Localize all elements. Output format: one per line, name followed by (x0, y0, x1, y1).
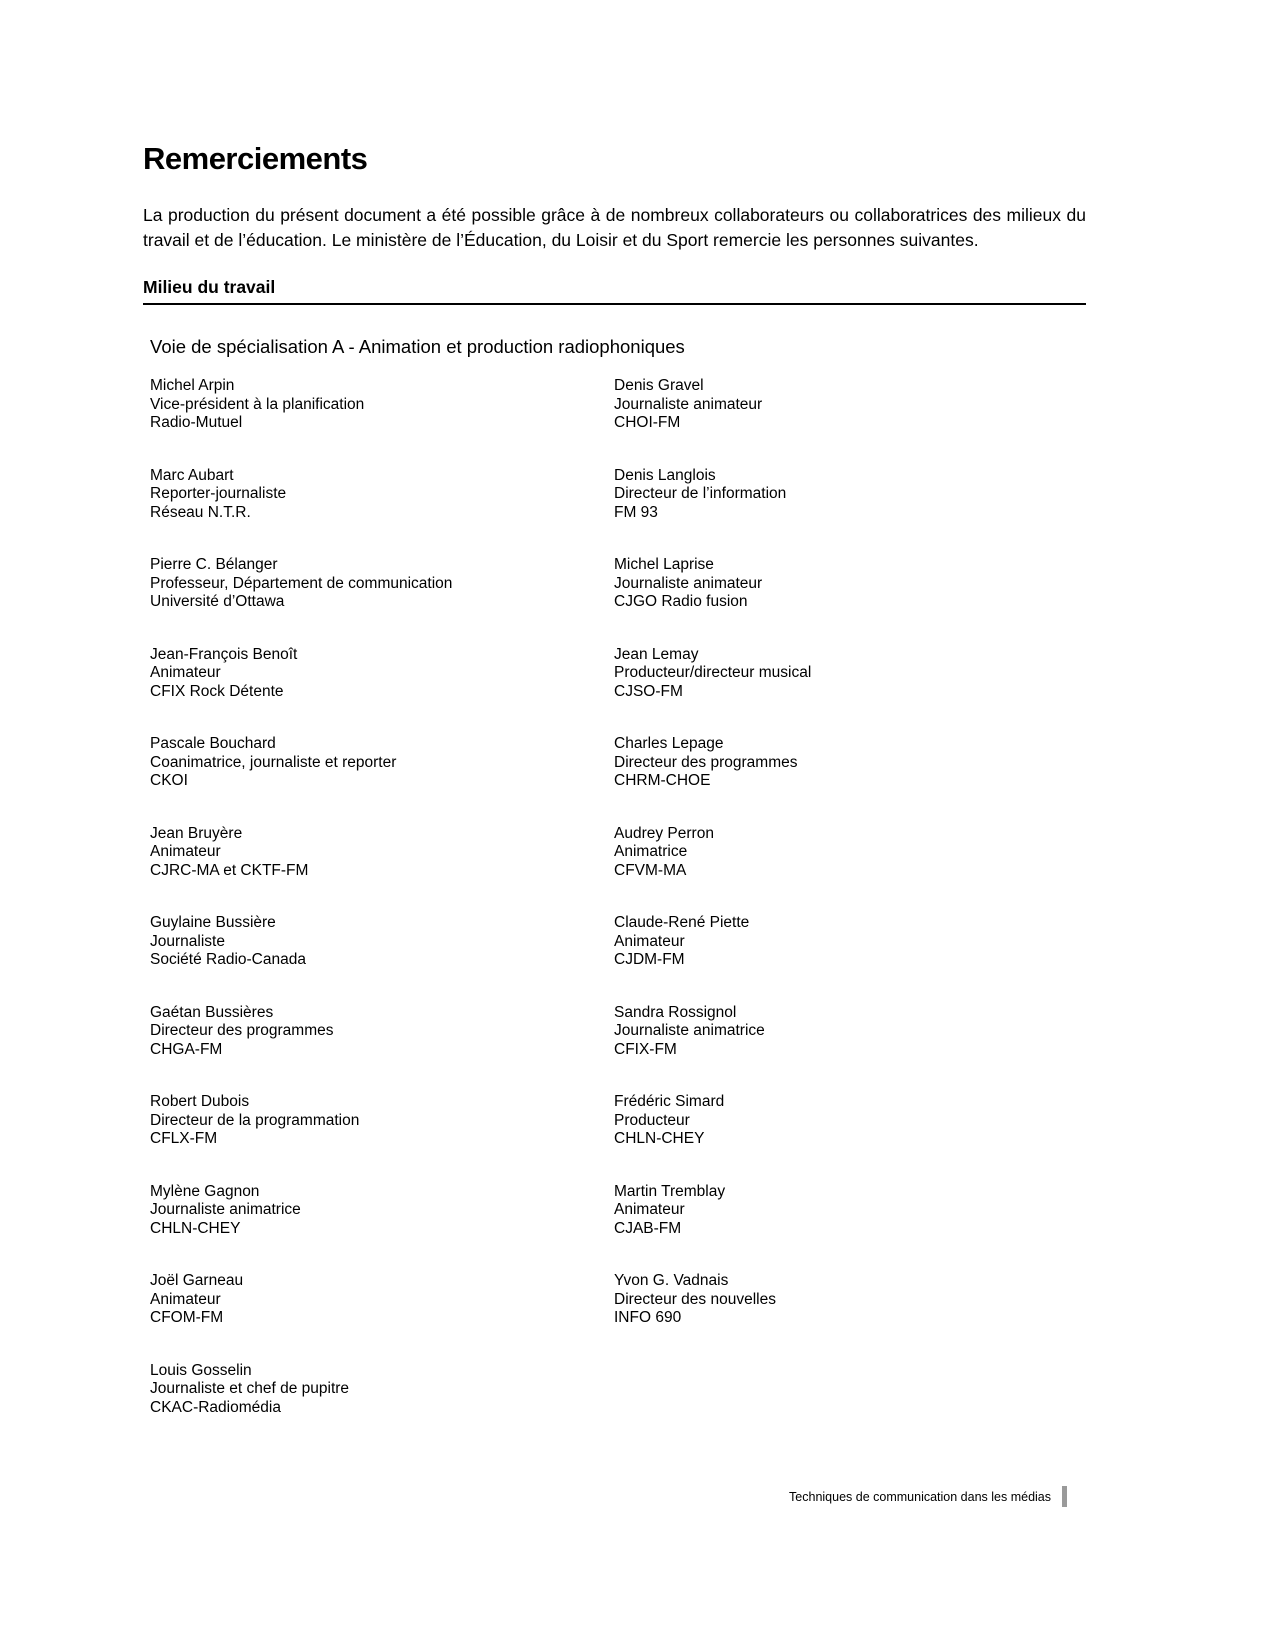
person-title: Directeur de la programmation (150, 1111, 360, 1129)
person-org: FM 93 (614, 503, 658, 521)
person-title: Directeur des programmes (150, 1022, 334, 1039)
person-name: Denis Langlois (614, 466, 716, 484)
person-name: Claude-René Piette (614, 914, 750, 931)
person-org: CKAC-Radiomédia (150, 1398, 281, 1416)
person-name: Jean Bruyère (150, 824, 243, 842)
person-title: Journaliste animateur (614, 574, 763, 592)
person-name: Yvon G. Vadnais (614, 1272, 729, 1289)
subsection-heading: Voie de spécialisation A - Animation et production radiophoniques (150, 336, 685, 357)
person-title: Producteur/directeur musical (614, 664, 812, 681)
entries-column-left (150, 377, 614, 1451)
person-name: Charles Lepage (614, 735, 724, 752)
person-entry (614, 1272, 1086, 1328)
person-entry (150, 735, 614, 791)
person-name: Frédéric Simard (614, 1093, 725, 1110)
person-title: Coanimatrice, journaliste et reporter (150, 753, 397, 771)
section-heading: Milieu du travail (143, 277, 276, 297)
person-title: Professeur, Département de communication (150, 574, 453, 592)
person-org: CHRM-CHOE (614, 772, 711, 789)
person-org: Société Radio-Canada (150, 951, 306, 968)
person-entry (150, 467, 614, 523)
person-org: CFIX Rock Détente (150, 682, 284, 700)
person-org: CJRC-MA et CKTF-FM (150, 861, 309, 879)
person-name: Jean-François Benoît (150, 645, 298, 663)
person-entry (614, 1093, 1086, 1149)
person-name: Robert Dubois (150, 1093, 250, 1110)
person-entry (614, 1183, 1086, 1239)
person-entry (614, 556, 1086, 612)
person-name: Michel Laprise (614, 556, 714, 573)
person-title: Journaliste et chef de pupitre (150, 1380, 350, 1397)
person-title: Directeur des nouvelles (614, 1290, 776, 1308)
person-entry (614, 646, 1086, 702)
person-name: Sandra Rossignol (614, 1003, 737, 1021)
person-org: CHGA-FM (150, 1040, 223, 1058)
person-title: Journaliste animatrice (614, 1022, 765, 1039)
person-org: CHOI-FM (614, 414, 681, 431)
person-entry (150, 1093, 614, 1149)
entries-column-right (614, 377, 1086, 1451)
person-org: CFIX-FM (614, 1040, 677, 1058)
person-name: Louis Gosselin (150, 1361, 252, 1379)
person-org: Radio-Mutuel (150, 414, 243, 431)
person-name: Pascale Bouchard (150, 735, 276, 752)
person-entry (150, 1272, 614, 1328)
section-rule (143, 303, 1086, 305)
person-org: CJGO Radio fusion (614, 593, 748, 610)
person-entry (150, 825, 614, 881)
person-entry (150, 556, 614, 612)
person-org: CJDM-FM (614, 951, 685, 968)
person-title: Animateur (150, 664, 221, 681)
person-entry (150, 1362, 614, 1418)
person-name: Martin Tremblay (614, 1182, 726, 1200)
person-title: Animatrice (614, 843, 688, 860)
person-entry (150, 377, 614, 433)
person-entry (614, 825, 1086, 881)
person-name: Marc Aubart (150, 466, 234, 484)
person-name: Gaétan Bussières (150, 1003, 274, 1021)
person-name: Mylène Gagnon (150, 1182, 260, 1200)
footer-page-marker (1062, 1486, 1067, 1507)
person-org: CFLX-FM (150, 1130, 218, 1147)
person-title: Animateur (614, 932, 685, 950)
person-org: Réseau N.T.R. (150, 503, 251, 521)
person-entry (614, 914, 1086, 970)
footer (789, 1486, 1067, 1507)
intro-paragraph: La production du présent document a été possible grâce à de nombreux collaborateurs ou collaboratrices des milieux du travail et de l’éducation. Le ministère de l’Éducation, du Loisir et du Sport remercie les personnes suivantes. (143, 205, 1086, 250)
person-org: CHLN-CHEY (150, 1219, 241, 1237)
person-entry (614, 735, 1086, 791)
person-org: CFVM-MA (614, 861, 687, 879)
person-entry (150, 914, 614, 970)
person-name: Guylaine Bussière (150, 914, 276, 931)
person-entry (614, 377, 1086, 433)
page-content (143, 141, 1086, 1451)
person-title: Animateur (150, 843, 221, 860)
person-name: Joël Garneau (150, 1272, 244, 1289)
person-org: CFOM-FM (150, 1309, 224, 1326)
person-title: Animateur (150, 1290, 221, 1308)
person-name: Denis Gravel (614, 377, 704, 394)
person-org: CHLN-CHEY (614, 1130, 705, 1147)
person-entry (614, 1004, 1086, 1060)
person-name: Jean Lemay (614, 645, 699, 663)
person-entry (614, 467, 1086, 523)
person-title: Journaliste (150, 932, 225, 950)
person-name: Audrey Perron (614, 824, 714, 842)
person-entry (150, 1183, 614, 1239)
person-title: Reporter-journaliste (150, 485, 287, 502)
person-entry (150, 1004, 614, 1060)
person-org: CJSO-FM (614, 682, 683, 700)
entries-columns (150, 377, 1086, 1451)
footer-text: Techniques de communication dans les médias (789, 1489, 1051, 1504)
person-entry (150, 646, 614, 702)
person-org: CKOI (150, 772, 188, 789)
person-name: Michel Arpin (150, 377, 235, 394)
person-title: Directeur de l’information (614, 485, 787, 502)
person-org: Université d’Ottawa (150, 593, 285, 610)
person-title: Animateur (614, 1201, 685, 1218)
person-title: Producteur (614, 1111, 690, 1129)
page-title: Remerciements (143, 141, 368, 176)
person-title: Vice-président à la planification (150, 395, 365, 413)
person-org: CJAB-FM (614, 1219, 682, 1237)
person-title: Journaliste animatrice (150, 1201, 301, 1218)
person-name: Pierre C. Bélanger (150, 556, 278, 573)
person-org: INFO 690 (614, 1309, 682, 1326)
person-title: Journaliste animateur (614, 395, 763, 413)
person-title: Directeur des programmes (614, 753, 798, 771)
